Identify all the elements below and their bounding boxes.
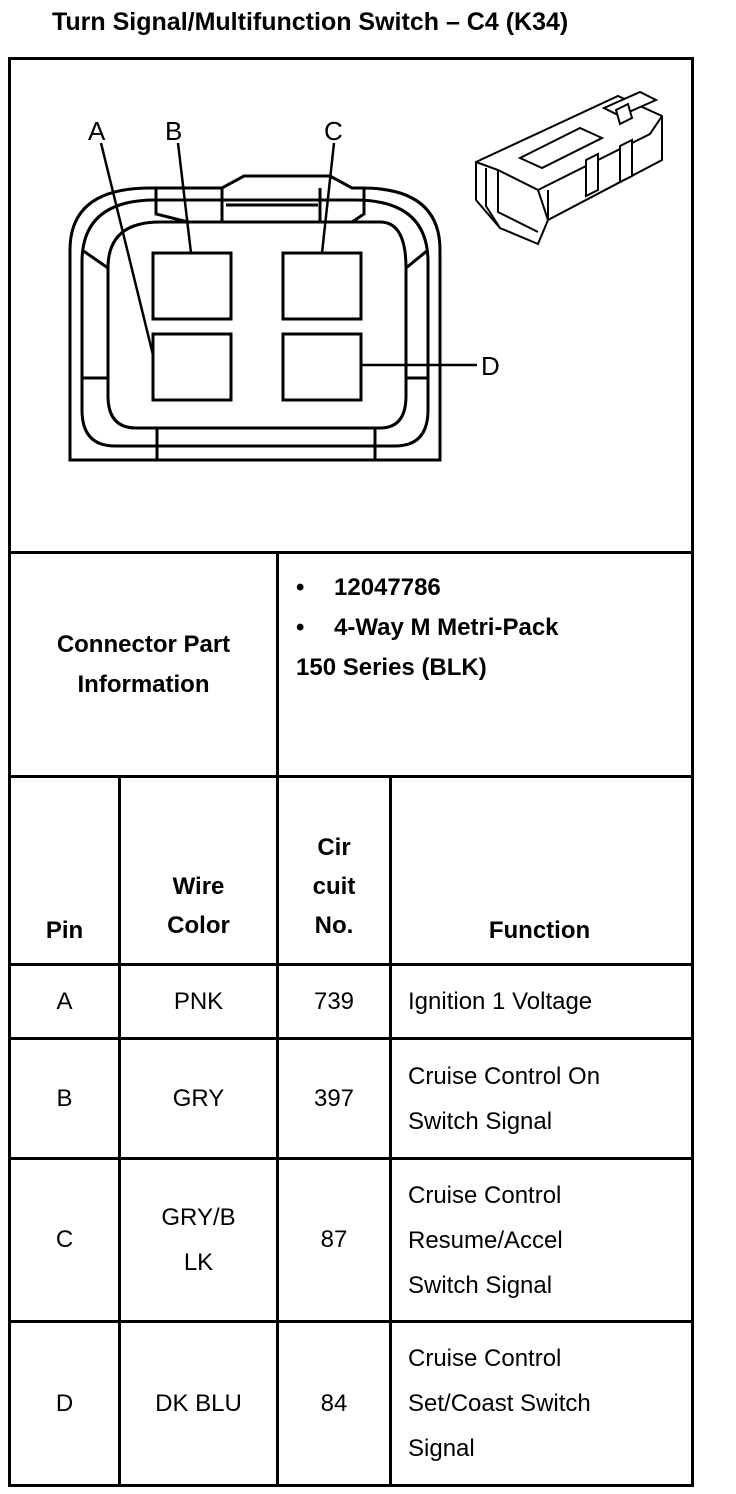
pin-cavity-b <box>153 253 231 319</box>
table-row <box>11 966 118 1037</box>
table-row <box>279 1323 389 1484</box>
bullet-icon: • <box>296 614 305 641</box>
pin-cavity-d <box>283 334 361 400</box>
pin-cell: A <box>56 987 73 1015</box>
connector-key <box>157 428 375 460</box>
wire-color-cell: DK BLU <box>155 1389 242 1417</box>
part-info-label-line1: Connector Part <box>56 630 231 658</box>
function-cell-line: Cruise Control <box>408 1181 562 1209</box>
pin-cell: B <box>56 1084 73 1112</box>
header-circuit-line2: cuit <box>312 873 356 900</box>
connector-type: 4-Way M Metri-Pack <box>334 614 559 641</box>
table-row <box>408 1323 688 1484</box>
part-number-item <box>292 568 687 608</box>
table-row <box>121 1160 276 1320</box>
table-row <box>121 1323 276 1484</box>
header-function-label: Function <box>488 917 591 944</box>
header-wire-color <box>121 778 276 963</box>
function-cell-line: Set/Coast Switch <box>408 1390 591 1417</box>
connector-series: 150 Series (BLK) <box>296 654 487 681</box>
table-row <box>408 1040 688 1157</box>
wire-color-cell: GRY <box>172 1084 225 1112</box>
connector-rim <box>82 200 428 446</box>
table-row <box>11 1040 118 1157</box>
header-circuit <box>279 778 389 963</box>
pin-cavity-a <box>153 334 231 400</box>
circuit-cell: 739 <box>313 987 355 1015</box>
connector-type-item <box>292 608 687 648</box>
pin-label-c: C <box>324 116 343 146</box>
header-wire-color-line2: Color <box>167 912 230 939</box>
header-pin <box>11 778 118 963</box>
header-function <box>392 778 687 963</box>
wire-color-cell-line: LK <box>183 1249 214 1276</box>
table-row <box>279 966 389 1037</box>
function-cell-line: Switch Signal <box>408 1271 553 1299</box>
wire-color-cell: PNK <box>173 987 224 1015</box>
header-pin-label: Pin <box>45 917 84 944</box>
function-cell-line: Switch Signal <box>408 1107 553 1135</box>
circuit-cell: 87 <box>320 1226 348 1253</box>
circuit-cell: 84 <box>320 1389 348 1417</box>
page-title: Turn Signal/Multifunction Switch – C4 (K34) <box>52 8 569 36</box>
pin-cavity-c <box>283 253 361 319</box>
table-row <box>408 966 688 1037</box>
part-info-details <box>292 568 687 688</box>
function-cell-line: Cruise Control On <box>408 1062 601 1090</box>
table-row <box>11 1323 118 1484</box>
leader-line-b <box>178 143 191 253</box>
function-cell-line: Cruise Control <box>408 1345 562 1372</box>
pin-label-b: B <box>165 116 183 146</box>
bullet-icon: • <box>296 574 305 601</box>
circuit-cell: 397 <box>313 1084 355 1112</box>
table-row <box>11 1160 118 1320</box>
table-row <box>279 1040 389 1157</box>
pin-label-a: A <box>88 116 106 146</box>
function-cell: Ignition 1 Voltage <box>408 988 593 1015</box>
pin-cell: C <box>55 1226 74 1253</box>
part-number: 12047786 <box>334 574 441 601</box>
connector-housing-outline <box>70 176 440 460</box>
function-cell-line: Signal <box>408 1435 475 1462</box>
pin-label-d: D <box>481 351 500 381</box>
table-row <box>279 1160 389 1320</box>
table-row <box>408 1160 688 1320</box>
connector-rib <box>82 250 428 378</box>
part-info-label-line2: Information <box>77 670 210 698</box>
pin-cell: D <box>55 1389 74 1417</box>
header-circuit-line1: Cir <box>317 834 351 861</box>
part-info-label <box>11 554 276 775</box>
connector-3d-illustration <box>476 92 662 244</box>
connector-face-diagram <box>0 0 736 560</box>
header-circuit-line3: No. <box>314 912 354 939</box>
leader-line-c <box>322 143 334 253</box>
table-row <box>121 1040 276 1157</box>
wire-color-cell-line: GRY/B <box>161 1204 236 1231</box>
function-cell-line: Resume/Accel <box>408 1226 563 1254</box>
header-wire-color-line1: Wire <box>172 873 225 900</box>
connector-key <box>352 188 364 222</box>
table-row <box>121 966 276 1037</box>
